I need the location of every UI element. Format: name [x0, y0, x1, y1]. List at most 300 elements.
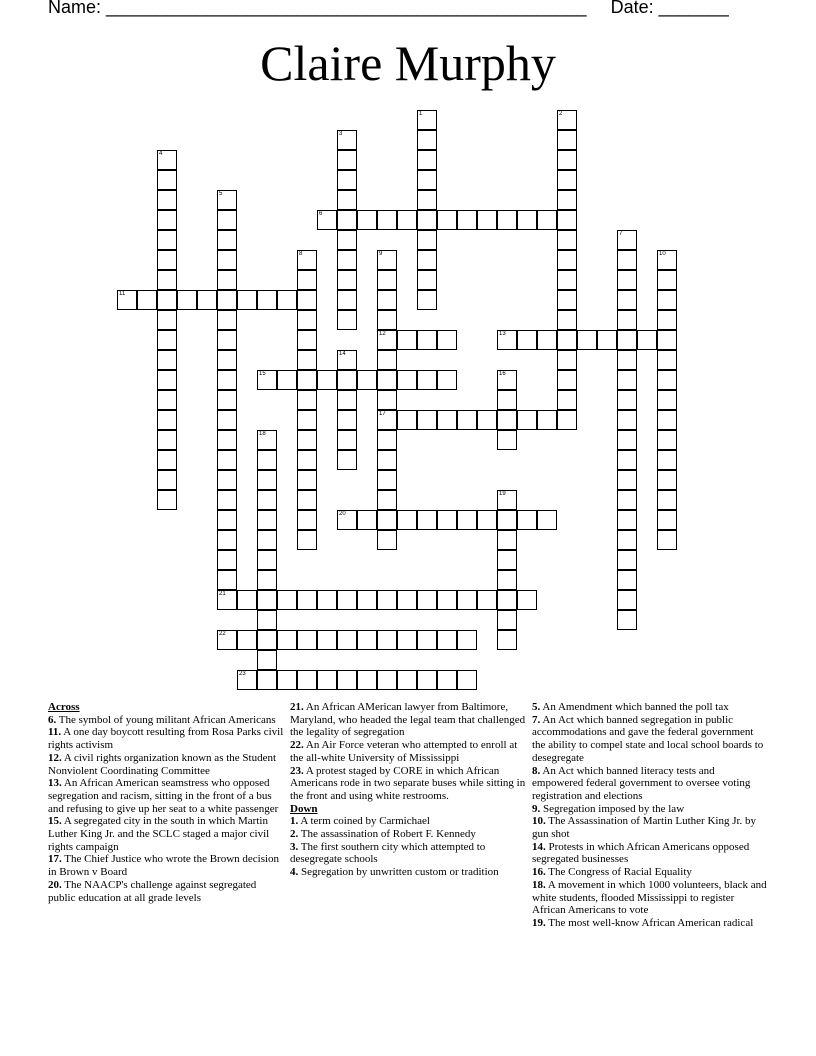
grid-cell[interactable] — [617, 390, 637, 410]
grid-cell[interactable] — [217, 210, 237, 230]
grid-cell[interactable] — [657, 270, 677, 290]
grid-cell[interactable] — [417, 370, 437, 390]
grid-cell[interactable] — [357, 670, 377, 690]
grid-cell[interactable] — [617, 290, 637, 310]
clue-text: The most well-know African American radical — [545, 916, 754, 929]
grid-cell[interactable] — [457, 670, 477, 690]
grid-cell[interactable] — [337, 590, 357, 610]
grid-cell[interactable] — [157, 290, 177, 310]
grid-cell[interactable] — [297, 670, 317, 690]
grid-cell[interactable] — [337, 290, 357, 310]
grid-cell[interactable] — [337, 270, 357, 290]
grid-cell[interactable] — [337, 170, 357, 190]
grid-cell[interactable] — [217, 350, 237, 370]
grid-cell[interactable] — [617, 330, 637, 350]
grid-cell[interactable] — [377, 310, 397, 330]
clue-text: A segregated city in the south in which Martin Luther King Jr. and the SCLC staged a major civil rights campaign — [48, 815, 270, 853]
grid-cell[interactable] — [417, 190, 437, 210]
grid-cell[interactable] — [657, 530, 677, 550]
grid-cell[interactable] — [237, 670, 257, 690]
grid-cell[interactable] — [517, 410, 537, 430]
grid-cell[interactable] — [557, 390, 577, 410]
grid-cell[interactable] — [337, 410, 357, 430]
grid-cell[interactable] — [297, 290, 317, 310]
clue-column-2 — [290, 701, 526, 879]
grid-cell[interactable] — [157, 470, 177, 490]
grid-cell[interactable] — [617, 410, 637, 430]
name-blank[interactable]: ________________________________________________ — [106, 0, 587, 17]
grid-cell[interactable] — [277, 290, 297, 310]
grid-cell[interactable] — [217, 570, 237, 590]
grid-cell[interactable] — [497, 510, 517, 530]
grid-cell[interactable] — [517, 510, 537, 530]
grid-cell[interactable] — [557, 370, 577, 390]
grid-cell[interactable] — [157, 270, 177, 290]
clue-item — [532, 765, 768, 803]
grid-cell[interactable] — [557, 250, 577, 270]
grid-cell[interactable] — [497, 590, 517, 610]
grid-cell[interactable] — [617, 370, 637, 390]
grid-cell[interactable] — [517, 210, 537, 230]
grid-cell[interactable] — [417, 150, 437, 170]
grid-cell[interactable] — [157, 450, 177, 470]
grid-cell[interactable] — [437, 370, 457, 390]
grid-cell[interactable] — [617, 350, 637, 370]
grid-cell[interactable] — [337, 310, 357, 330]
grid-cell[interactable] — [417, 290, 437, 310]
grid-cell[interactable] — [497, 490, 517, 510]
grid-cell[interactable] — [557, 170, 577, 190]
grid-cell[interactable] — [297, 470, 317, 490]
grid-cell[interactable] — [417, 410, 437, 430]
grid-cell[interactable] — [417, 590, 437, 610]
grid-cell[interactable] — [397, 670, 417, 690]
grid-cell[interactable] — [377, 530, 397, 550]
grid-cell[interactable] — [337, 510, 357, 530]
grid-cell[interactable] — [417, 670, 437, 690]
grid-cell[interactable] — [377, 490, 397, 510]
grid-cell[interactable] — [337, 430, 357, 450]
grid-cell[interactable] — [337, 150, 357, 170]
grid-cell[interactable] — [157, 190, 177, 210]
grid-cell[interactable] — [657, 370, 677, 390]
grid-cell[interactable] — [157, 410, 177, 430]
page-title: Claire Murphy — [260, 35, 556, 91]
grid-cell[interactable] — [377, 510, 397, 530]
grid-cell[interactable] — [377, 450, 397, 470]
grid-cell[interactable] — [157, 170, 177, 190]
grid-cell[interactable] — [137, 290, 157, 310]
grid-cell[interactable] — [377, 670, 397, 690]
grid-cell[interactable] — [377, 330, 397, 350]
grid-cell[interactable] — [417, 630, 437, 650]
grid-cell[interactable] — [217, 230, 237, 250]
grid-cell[interactable] — [337, 670, 357, 690]
grid-cell-number: 20 — [339, 511, 346, 517]
grid-cell[interactable] — [337, 630, 357, 650]
clue-text: A one day boycott resulting from Rosa Parks civil rights activism — [48, 726, 284, 752]
grid-cell[interactable] — [357, 630, 377, 650]
grid-cell[interactable] — [617, 610, 637, 630]
grid-cell[interactable] — [517, 330, 537, 350]
grid-cell[interactable] — [497, 630, 517, 650]
grid-cell[interactable] — [557, 410, 577, 430]
grid-cell[interactable] — [417, 230, 437, 250]
grid-cell[interactable] — [257, 670, 277, 690]
grid-cell[interactable] — [297, 530, 317, 550]
grid-cell[interactable] — [337, 190, 357, 210]
clue-item — [48, 714, 284, 727]
grid-cell-number: 19 — [499, 491, 506, 497]
grid-cell[interactable] — [617, 230, 637, 250]
clue-text: The assassination of Robert F. Kennedy — [298, 828, 476, 841]
grid-cell[interactable] — [297, 310, 317, 330]
grid-cell[interactable] — [417, 250, 437, 270]
grid-cell[interactable] — [257, 370, 277, 390]
grid-cell[interactable] — [277, 370, 297, 390]
clue-number: 23. — [290, 764, 304, 777]
grid-cell[interactable] — [657, 250, 677, 270]
grid-cell[interactable] — [257, 290, 277, 310]
grid-cell[interactable] — [557, 350, 577, 370]
grid-cell[interactable] — [257, 530, 277, 550]
grid-cell[interactable] — [497, 530, 517, 550]
grid-cell[interactable] — [617, 310, 637, 330]
grid-cell[interactable] — [557, 210, 577, 230]
grid-cell[interactable] — [557, 330, 577, 350]
grid-cell[interactable] — [437, 330, 457, 350]
grid-cell[interactable] — [497, 570, 517, 590]
grid-cell[interactable] — [657, 330, 677, 350]
clue-number: 1. — [290, 815, 299, 828]
grid-cell[interactable] — [297, 630, 317, 650]
grid-cell[interactable] — [377, 290, 397, 310]
grid-cell[interactable] — [497, 610, 517, 630]
grid-cell[interactable] — [257, 610, 277, 630]
grid-cell[interactable] — [217, 530, 237, 550]
clue-text: An Act which banned segregation in public accommodations and gave the federal government the ability to compel state and local school boards to desegregate — [532, 713, 764, 764]
clue-item — [290, 841, 526, 866]
grid-cell[interactable] — [657, 450, 677, 470]
grid-cell[interactable] — [297, 270, 317, 290]
grid-cell[interactable] — [217, 630, 237, 650]
grid-cell[interactable] — [157, 370, 177, 390]
grid-cell[interactable] — [357, 210, 377, 230]
grid-cell[interactable] — [337, 130, 357, 150]
grid-cell[interactable] — [317, 210, 337, 230]
grid-cell[interactable] — [437, 590, 457, 610]
grid-cell[interactable] — [277, 670, 297, 690]
grid-cell[interactable] — [497, 370, 517, 390]
date-blank[interactable]: _______ — [658, 0, 729, 17]
clue-item — [290, 765, 526, 803]
grid-cell[interactable] — [297, 430, 317, 450]
grid-cell[interactable] — [297, 450, 317, 470]
clue-number: 2. — [290, 828, 299, 841]
grid-cell[interactable] — [297, 390, 317, 410]
grid-cell[interactable] — [537, 210, 557, 230]
clue-text: The symbol of young militant African Americans — [56, 713, 276, 726]
date-label: Date: — [610, 0, 654, 17]
grid-cell[interactable] — [457, 410, 477, 430]
grid-cell[interactable] — [497, 550, 517, 570]
grid-cell[interactable] — [277, 590, 297, 610]
grid-cell[interactable] — [217, 490, 237, 510]
clue-text: A protest staged by CORE in which African Americans rode in two separate buses while sitting in the front and using white restrooms. — [290, 764, 526, 802]
grid-cell[interactable] — [617, 510, 637, 530]
grid-cell-number: 15 — [259, 371, 266, 377]
grid-cell[interactable] — [377, 430, 397, 450]
grid-cell[interactable] — [657, 310, 677, 330]
grid-cell[interactable] — [617, 590, 637, 610]
clue-item — [290, 815, 526, 828]
grid-cell[interactable] — [557, 130, 577, 150]
grid-cell[interactable] — [237, 290, 257, 310]
grid-cell[interactable] — [497, 210, 517, 230]
grid-cell[interactable] — [237, 630, 257, 650]
clue-number: 5. — [532, 701, 541, 713]
grid-cell[interactable] — [657, 390, 677, 410]
grid-cell[interactable] — [377, 390, 397, 410]
clue-text: The NAACP's challenge against segregated public education at all grade levels — [48, 878, 257, 904]
grid-cell[interactable] — [657, 470, 677, 490]
grid-cell[interactable] — [657, 290, 677, 310]
grid-cell[interactable] — [217, 450, 237, 470]
grid-cell[interactable] — [417, 130, 437, 150]
grid-cell[interactable] — [217, 590, 237, 610]
grid-cell[interactable] — [557, 110, 577, 130]
grid-cell[interactable] — [257, 510, 277, 530]
grid-cell[interactable] — [437, 510, 457, 530]
grid-cell[interactable] — [257, 650, 277, 670]
grid-cell[interactable] — [357, 370, 377, 390]
grid-cell[interactable] — [497, 390, 517, 410]
grid-cell[interactable] — [257, 550, 277, 570]
grid-cell[interactable] — [417, 110, 437, 130]
grid-cell-number: 16 — [499, 371, 506, 377]
grid-cell[interactable] — [177, 290, 197, 310]
grid-cell[interactable] — [297, 250, 317, 270]
grid-cell[interactable] — [537, 510, 557, 530]
clue-column-3 — [532, 701, 768, 930]
grid-cell-number: 1 — [419, 111, 423, 117]
grid-cell[interactable] — [317, 670, 337, 690]
grid-cell[interactable] — [417, 210, 437, 230]
grid-cell[interactable] — [317, 590, 337, 610]
grid-cell[interactable] — [157, 250, 177, 270]
grid-cell[interactable] — [357, 590, 377, 610]
grid-cell[interactable] — [337, 210, 357, 230]
grid-cell[interactable] — [337, 350, 357, 370]
grid-cell[interactable] — [617, 530, 637, 550]
grid-cell[interactable] — [157, 330, 177, 350]
grid-cell[interactable] — [457, 590, 477, 610]
grid-cell[interactable] — [557, 290, 577, 310]
clue-item — [290, 739, 526, 764]
grid-cell[interactable] — [217, 390, 237, 410]
grid-cell[interactable] — [257, 450, 277, 470]
grid-cell[interactable] — [437, 670, 457, 690]
grid-cell[interactable] — [257, 570, 277, 590]
clue-text: The Assassination of Martin Luther King Jr. by gun shot — [532, 815, 757, 841]
grid-cell[interactable] — [617, 470, 637, 490]
grid-cell[interactable] — [377, 370, 397, 390]
grid-cell[interactable] — [557, 270, 577, 290]
grid-cell[interactable] — [557, 190, 577, 210]
grid-cell[interactable] — [257, 490, 277, 510]
grid-cell[interactable] — [537, 410, 557, 430]
grid-cell[interactable] — [217, 190, 237, 210]
grid-cell[interactable] — [377, 270, 397, 290]
grid-cell[interactable] — [317, 370, 337, 390]
grid-cell[interactable] — [437, 630, 457, 650]
grid-cell[interactable] — [257, 470, 277, 490]
grid-cell-number: 21 — [219, 591, 226, 597]
grid-cell[interactable] — [157, 350, 177, 370]
clue-heading: Across — [48, 701, 80, 713]
grid-cell[interactable] — [157, 210, 177, 230]
grid-cell[interactable] — [257, 630, 277, 650]
grid-cell[interactable] — [497, 410, 517, 430]
grid-cell[interactable] — [217, 510, 237, 530]
grid-cell[interactable] — [297, 410, 317, 430]
grid-cell[interactable] — [417, 270, 437, 290]
grid-cell[interactable] — [297, 490, 317, 510]
grid-cell[interactable] — [397, 590, 417, 610]
grid-cell[interactable] — [377, 250, 397, 270]
grid-cell[interactable] — [457, 510, 477, 530]
grid-cell[interactable] — [337, 250, 357, 270]
grid-cell[interactable] — [217, 290, 237, 310]
grid-cell[interactable] — [457, 210, 477, 230]
grid-cell[interactable] — [517, 590, 537, 610]
grid-cell[interactable] — [637, 330, 657, 350]
grid-cell[interactable] — [617, 430, 637, 450]
grid-cell[interactable] — [617, 570, 637, 590]
grid-cell[interactable] — [157, 490, 177, 510]
grid-cell[interactable] — [217, 550, 237, 570]
grid-cell[interactable] — [197, 290, 217, 310]
grid-cell[interactable] — [417, 330, 437, 350]
grid-cell[interactable] — [217, 370, 237, 390]
grid-cell[interactable] — [397, 210, 417, 230]
grid-cell[interactable] — [557, 230, 577, 250]
grid-cell[interactable] — [397, 510, 417, 530]
grid-cell-number: 17 — [379, 411, 386, 417]
grid-cell[interactable] — [217, 410, 237, 430]
grid-cell[interactable] — [317, 630, 337, 650]
grid-cell-number: 8 — [299, 251, 303, 257]
grid-cell[interactable] — [617, 550, 637, 570]
grid-cell[interactable] — [397, 410, 417, 430]
grid-cell[interactable] — [217, 430, 237, 450]
clue-item — [532, 701, 768, 714]
grid-cell[interactable] — [157, 390, 177, 410]
grid-cell[interactable] — [497, 430, 517, 450]
clue-item — [532, 917, 768, 930]
grid-cell[interactable] — [217, 250, 237, 270]
grid-cell[interactable] — [337, 370, 357, 390]
clue-number: 14. — [532, 840, 546, 853]
grid-cell[interactable] — [417, 170, 437, 190]
grid-cell[interactable] — [437, 210, 457, 230]
grid-cell-number: 2 — [559, 111, 563, 117]
grid-cell[interactable] — [417, 510, 437, 530]
grid-cell[interactable] — [577, 330, 597, 350]
grid-cell-number: 14 — [339, 351, 346, 357]
grid-cell[interactable] — [157, 230, 177, 250]
grid-cell[interactable] — [477, 410, 497, 430]
clue-item — [532, 866, 768, 879]
grid-cell[interactable] — [477, 510, 497, 530]
grid-cell[interactable] — [157, 150, 177, 170]
grid-cell[interactable] — [497, 330, 517, 350]
grid-cell[interactable] — [297, 510, 317, 530]
grid-cell[interactable] — [217, 310, 237, 330]
grid-cell[interactable] — [657, 430, 677, 450]
grid-cell[interactable] — [377, 470, 397, 490]
grid-cell[interactable] — [377, 410, 397, 430]
grid-cell[interactable] — [257, 430, 277, 450]
clue-item — [48, 777, 284, 815]
grid-cell[interactable] — [337, 230, 357, 250]
grid-cell[interactable] — [297, 350, 317, 370]
grid-cell[interactable] — [157, 310, 177, 330]
grid-cell[interactable] — [297, 330, 317, 350]
clue-text: The first southern city which attempted to desegregate schools — [290, 840, 486, 866]
grid-cell[interactable] — [657, 510, 677, 530]
grid-cell[interactable] — [397, 370, 417, 390]
grid-cell[interactable] — [117, 290, 137, 310]
grid-cell[interactable] — [617, 490, 637, 510]
grid-cell[interactable] — [657, 490, 677, 510]
grid-cell[interactable] — [217, 270, 237, 290]
grid-cell[interactable] — [617, 450, 637, 470]
grid-cell[interactable] — [397, 330, 417, 350]
grid-cell[interactable] — [377, 590, 397, 610]
grid-cell[interactable] — [217, 330, 237, 350]
grid-cell[interactable] — [397, 630, 417, 650]
grid-cell[interactable] — [157, 430, 177, 450]
grid-cell[interactable] — [337, 390, 357, 410]
grid-cell[interactable] — [217, 470, 237, 490]
grid-cell[interactable] — [477, 210, 497, 230]
clue-item — [532, 815, 768, 840]
grid-cell[interactable] — [557, 150, 577, 170]
grid-cell[interactable] — [377, 210, 397, 230]
grid-cell[interactable] — [297, 370, 317, 390]
grid-cell[interactable] — [277, 630, 297, 650]
grid-cell[interactable] — [297, 590, 317, 610]
grid-cell[interactable] — [357, 510, 377, 530]
grid-cell[interactable] — [557, 310, 577, 330]
grid-cell[interactable] — [537, 330, 557, 350]
grid-cell[interactable] — [657, 350, 677, 370]
grid-cell[interactable] — [337, 450, 357, 470]
grid-cell[interactable] — [257, 590, 277, 610]
clue-item — [48, 853, 284, 878]
grid-cell[interactable] — [597, 330, 617, 350]
grid-cell[interactable] — [377, 350, 397, 370]
grid-cell[interactable] — [377, 630, 397, 650]
grid-cell[interactable] — [657, 410, 677, 430]
grid-cell[interactable] — [617, 270, 637, 290]
grid-cell[interactable] — [237, 590, 257, 610]
grid-cell[interactable] — [477, 590, 497, 610]
grid-cell[interactable] — [437, 410, 457, 430]
grid-cell[interactable] — [617, 250, 637, 270]
grid-cell[interactable] — [457, 630, 477, 650]
